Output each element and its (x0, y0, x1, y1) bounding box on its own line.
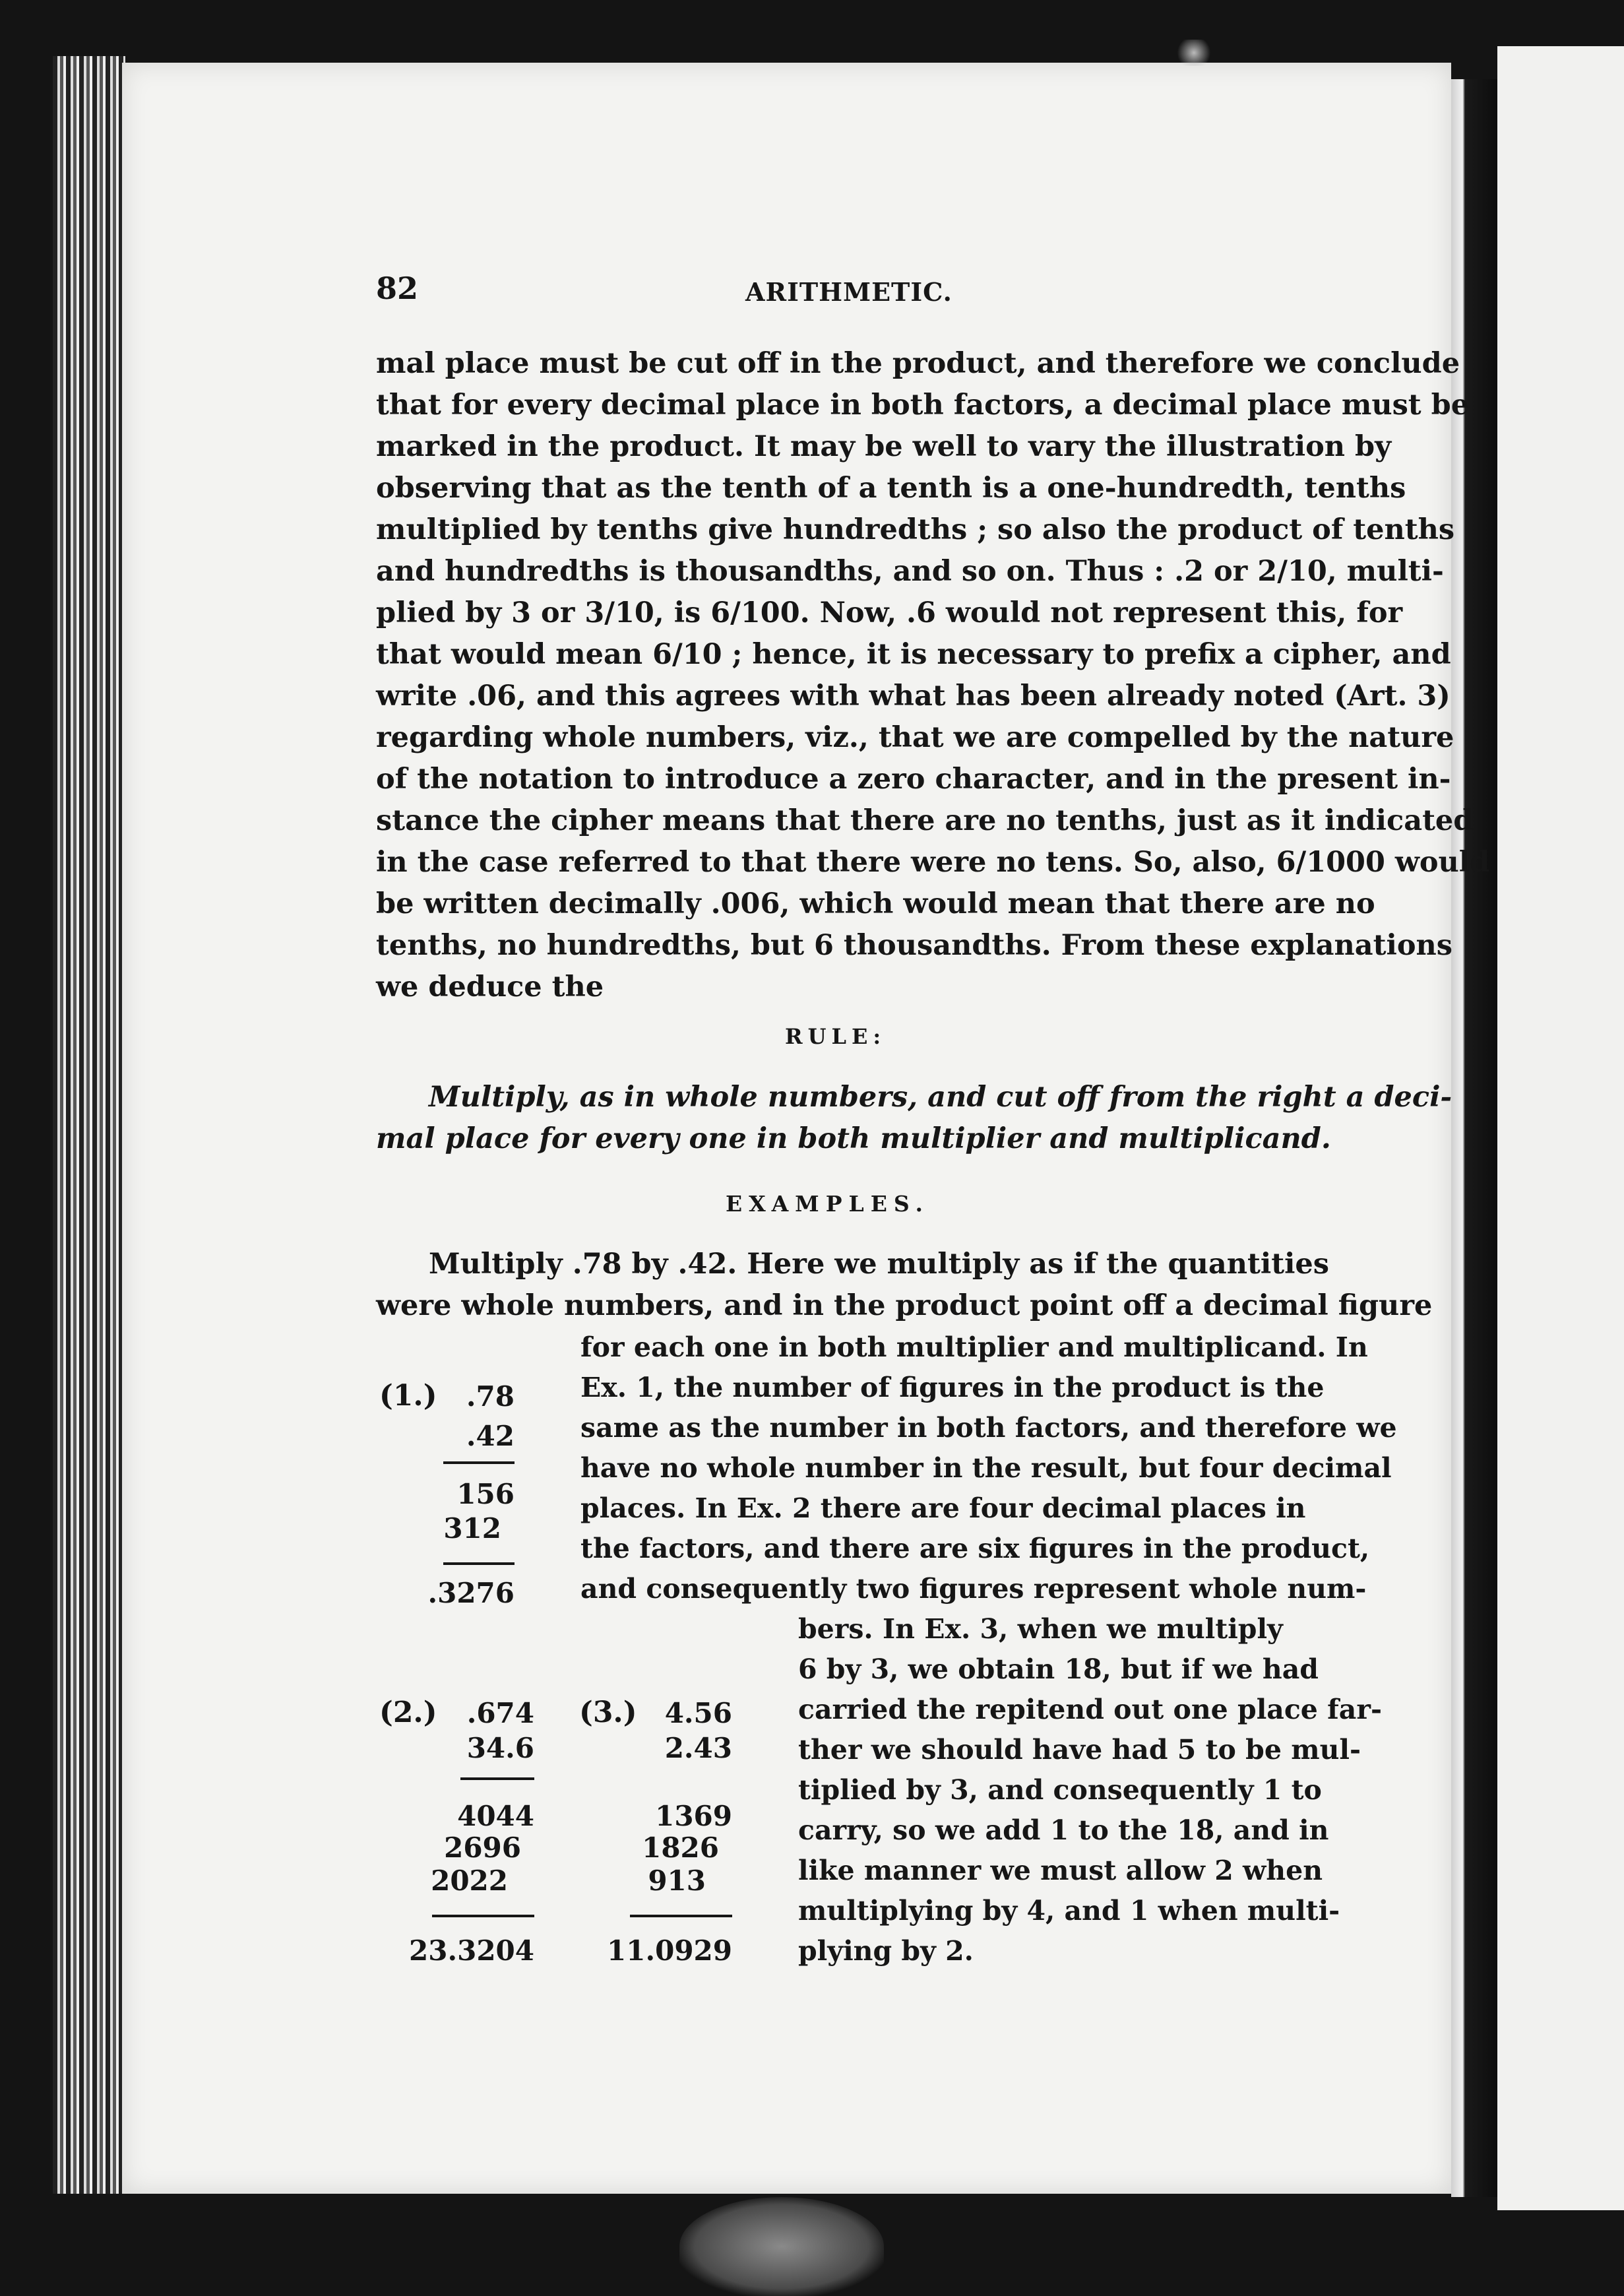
multiplier: 2.43 (664, 1732, 732, 1764)
explanation-line: Ex. 1, the number of figures in the product is the (580, 1372, 1325, 1403)
scan-artifact (679, 2197, 884, 2296)
explanation-line: tiplied by 3, and consequently 1 to (798, 1774, 1322, 1806)
body-line: tenths, no hundredths, but 6 thousandths. From these explanations (376, 929, 1453, 962)
explanation-line: like manner we must allow 2 when (798, 1855, 1323, 1886)
examples-heading: EXAMPLES. (726, 1191, 930, 1217)
page-number: 82 (376, 271, 419, 306)
explanation-line: and consequently two figures represent whole num- (580, 1573, 1367, 1605)
partial-product: 2696 (444, 1832, 521, 1864)
body-line: marked in the product. It may be well to vary the illustration by (376, 430, 1392, 463)
explanation-line: carried the repitend out one place far- (798, 1694, 1382, 1725)
book-page-edges (53, 56, 125, 2194)
rule-line (630, 1915, 732, 1917)
example-label: (3.) (579, 1696, 637, 1729)
rule-line (443, 1562, 515, 1565)
explanation-line: bers. In Ex. 3, when we multiply (798, 1613, 1283, 1645)
multiplier: 34.6 (466, 1732, 534, 1764)
body-line: we deduce the (376, 971, 604, 1004)
explanation-line: carry, so we add 1 to the 18, and in (798, 1814, 1329, 1846)
rule-line (460, 1777, 534, 1780)
multiplier: .42 (466, 1420, 515, 1452)
partial-product: 2022 (431, 1865, 508, 1897)
body-line: in the case referred to that there were no tens. So, also, 6/1000 would (376, 846, 1490, 879)
explanation-line: multiplying by 4, and 1 when multi- (798, 1895, 1340, 1927)
multiplicand: .78 (466, 1380, 515, 1413)
intro-line: were whole numbers, and in the product point off a decimal figure (376, 1289, 1433, 1322)
body-line: be written decimally .006, which would mean that there are no (376, 887, 1375, 920)
explanation-line: ther we should have had 5 to be mul- (798, 1734, 1361, 1766)
intro-line: Multiply .78 by .42. Here we multiply as if the quantities (429, 1248, 1329, 1281)
rule-line: mal place for every one in both multiplier and multiplicand. (376, 1122, 1331, 1155)
explanation-line: have no whole number in the result, but four decimal (580, 1452, 1392, 1484)
example-label: (2.) (379, 1696, 437, 1729)
partial-product: 312 (443, 1512, 501, 1545)
explanation-line: places. In Ex. 2 there are four decimal places in (580, 1492, 1306, 1524)
body-line: observing that as the tenth of a tenth is a one-hundredth, tenths (376, 472, 1406, 505)
partial-product: 156 (456, 1478, 515, 1510)
body-line: that would mean 6/10 ; hence, it is necessary to prefix a cipher, and (376, 638, 1451, 671)
body-line: stance the cipher means that there are no tenths, just as it indicated (376, 804, 1474, 837)
partial-product: 1826 (642, 1832, 719, 1864)
multiplicand: .674 (466, 1697, 534, 1729)
body-line: mal place must be cut off in the product, and therefore we conclude (376, 347, 1460, 380)
explanation-line: for each one in both multiplier and multiplicand. In (580, 1331, 1368, 1363)
rule-line: Multiply, as in whole numbers, and cut off from the right a deci- (429, 1081, 1452, 1114)
rule-heading: RULE: (785, 1024, 887, 1049)
multiplicand: 4.56 (664, 1697, 732, 1729)
partial-product: 913 (648, 1865, 706, 1897)
rule-line (432, 1915, 534, 1917)
product: 11.0929 (607, 1934, 732, 1967)
explanation-line: same as the number in both factors, and therefore we (580, 1412, 1397, 1444)
body-line: write .06, and this agrees with what has been already noted (Art. 3) (376, 680, 1451, 713)
body-line: plied by 3 or 3/10, is 6/100. Now, .6 would not represent this, for (376, 596, 1403, 629)
partial-product: 1369 (655, 1800, 732, 1832)
body-line: of the notation to introduce a zero character, and in the present in- (376, 763, 1451, 796)
running-head: ARITHMETIC. (745, 277, 953, 307)
body-line: regarding whole numbers, viz., that we are compelled by the nature (376, 721, 1454, 754)
body-line: that for every decimal place in both factors, a decimal place must be (376, 389, 1470, 422)
body-line: and hundredths is thousandths, and so on. Thus : .2 or 2/10, multi- (376, 555, 1444, 588)
product: 23.3204 (409, 1934, 534, 1967)
partial-product: 4044 (457, 1800, 534, 1832)
explanation-line: plying by 2. (798, 1935, 974, 1967)
explanation-line: the factors, and there are six figures in the product, (580, 1533, 1370, 1564)
rule-line (443, 1461, 515, 1464)
facing-page (1497, 46, 1624, 2210)
body-line: multiplied by tenths give hundredths ; so also the product of tenths (376, 513, 1455, 546)
product: .3276 (427, 1577, 515, 1609)
example-label: (1.) (379, 1379, 437, 1413)
explanation-line: 6 by 3, we obtain 18, but if we had (798, 1653, 1319, 1685)
scan-artifact (1174, 40, 1214, 66)
